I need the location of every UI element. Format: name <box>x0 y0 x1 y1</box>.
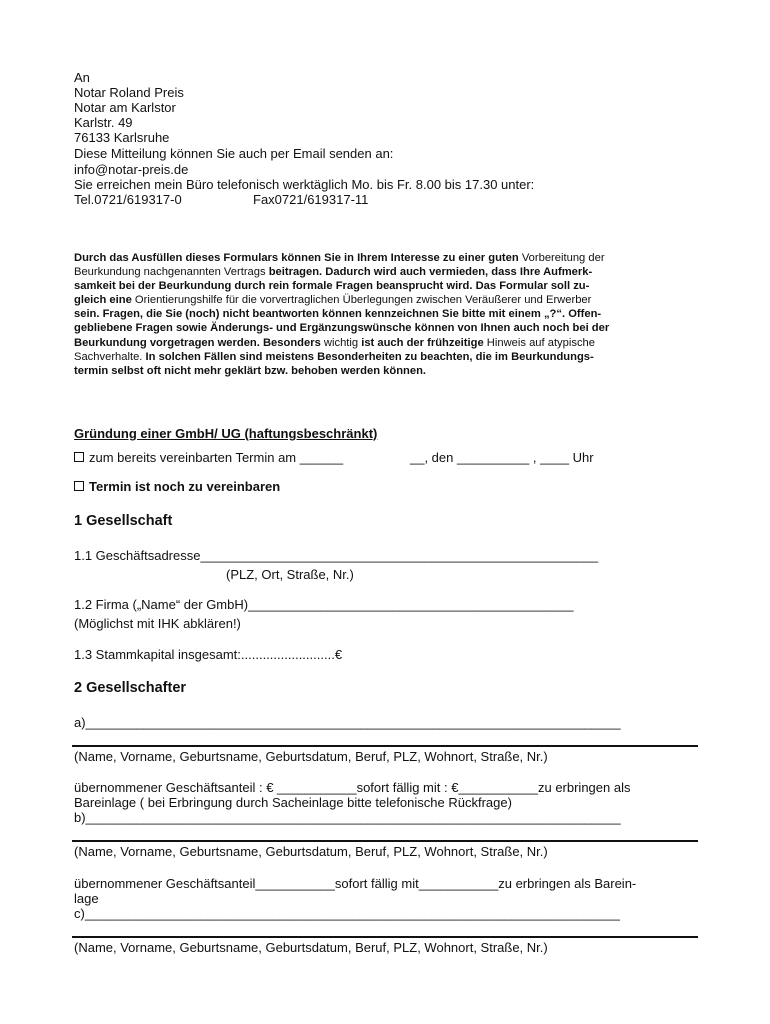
shareholder-a-share-line1[interactable]: übernommener Geschäftsanteil : € ___________sofort fällig mit : €___________zu erbringen als <box>74 780 631 795</box>
divider-line <box>72 745 698 747</box>
option-scheduled-label: zum bereits vereinbarten Termin am ______ <box>89 450 344 465</box>
city-address: 76133 Karlsruhe <box>74 130 170 145</box>
option-tbd-label: Termin ist noch zu vereinbaren <box>89 479 281 494</box>
telephone-number: Tel.0721/619317-0 <box>74 192 182 207</box>
intro-line: sein. Fragen, die Sie (noch) nicht beantworten können kennzeichnen Sie bitte mit einem „?“. Offen- <box>74 308 602 321</box>
option-scheduled <box>74 450 343 465</box>
business-address-hint: (PLZ, Ort, Straße, Nr.) <box>226 567 354 582</box>
intro-line: Beurkundung vorgetragen werden. Besonders wichtig ist auch der frühzeitige Hinweis auf atypische <box>74 336 595 349</box>
notary-office: Notar am Karlstor <box>74 100 176 115</box>
shareholder-c-field[interactable]: c)__________________________________________________________________________ <box>74 906 620 921</box>
section-heading-gesellschafter: 2 Gesellschafter <box>74 680 187 696</box>
section-heading-gesellschaft: 1 Gesellschaft <box>74 513 173 529</box>
intro-line: gebliebene Fragen sowie Änderungs- und Ergänzungswünsche können von Ihnen auch noch bei der <box>74 322 610 335</box>
intro-line: Sachverhalte. In solchen Fällen sind meistens Besonderheiten zu beachten, die im Beurkundungs- <box>74 350 594 363</box>
divider-line <box>72 936 698 938</box>
intro-line: Durch das Ausfüllen dieses Formulars können Sie in Ihrem Interesse zu einer guten Vorbereitung der <box>74 252 605 264</box>
notary-name: Notar Roland Preis <box>74 85 184 100</box>
form-title: Gründung einer GmbH/ UG (haftungsbeschränkt) <box>74 426 378 441</box>
shareholder-c-hint: (Name, Vorname, Geburtsname, Geburtsdatum, Beruf, PLZ, Wohnort, Straße, Nr.) <box>74 940 548 955</box>
business-address-field[interactable]: 1.1 Geschäftsadresse_______________________________________________________ <box>74 548 599 563</box>
address-line-an: An <box>74 70 90 85</box>
fax-number: Fax0721/619317-11 <box>253 192 369 207</box>
intro-line: samkeit bei der Beurkundung durch rein formale Fragen beansprucht wird. Das Formular soll zu- <box>74 280 590 293</box>
intro-paragraph <box>74 251 704 378</box>
email-link[interactable]: info@notar-preis.de <box>74 162 189 177</box>
phone-note: Sie erreichen mein Büro telefonisch werktäglich Mo. bis Fr. 8.00 bis 17.30 unter: <box>74 177 535 192</box>
intro-line: termin selbst oft nicht mehr geklärt bzw. behoben werden können. <box>74 364 427 377</box>
checkbox-scheduled[interactable] <box>74 452 84 462</box>
shareholder-b-hint: (Name, Vorname, Geburtsname, Geburtsdatum, Beruf, PLZ, Wohnort, Straße, Nr.) <box>74 844 548 859</box>
shareholder-a-field[interactable]: a)__________________________________________________________________________ <box>74 715 621 730</box>
shareholder-a-share-line2: Bareinlage ( bei Erbringung durch Sacheinlage bitte telefonische Rückfrage) <box>74 795 512 810</box>
company-name-hint: (Möglichst mit IHK abklären!) <box>74 616 241 631</box>
shareholder-a-hint: (Name, Vorname, Geburtsname, Geburtsdatum, Beruf, PLZ, Wohnort, Straße, Nr.) <box>74 749 548 764</box>
company-name-field[interactable]: 1.2 Firma („Name“ der GmbH)_____________________________________________ <box>74 597 574 612</box>
shareholder-b-share-line2: lage <box>74 891 99 906</box>
checkbox-tbd[interactable] <box>74 481 84 491</box>
divider-line <box>72 840 698 842</box>
option-tbd <box>74 479 280 494</box>
street-address: Karlstr. 49 <box>74 115 133 130</box>
shareholder-b-field[interactable]: b)__________________________________________________________________________ <box>74 810 621 825</box>
shareholder-b-share-line1[interactable]: übernommener Geschäftsanteil___________sofort fällig mit___________zu erbringen als Barein- <box>74 876 637 891</box>
intro-line: Beurkundung nachgenannten Vertrags beitragen. Dadurch wird auch vermieden, dass Ihre Aufmerk- <box>74 266 593 279</box>
intro-line: gleich eine Orientierungshilfe für die vorvertraglichen Überlegungen zwischen Veräußerer und Erwerber <box>74 294 592 307</box>
date-time-fields[interactable]: __, den __________ , ____ Uhr <box>410 450 594 465</box>
email-note: Diese Mitteilung können Sie auch per Email senden an: <box>74 146 394 161</box>
share-capital-field[interactable]: 1.3 Stammkapital insgesamt:..........................€ <box>74 647 343 662</box>
